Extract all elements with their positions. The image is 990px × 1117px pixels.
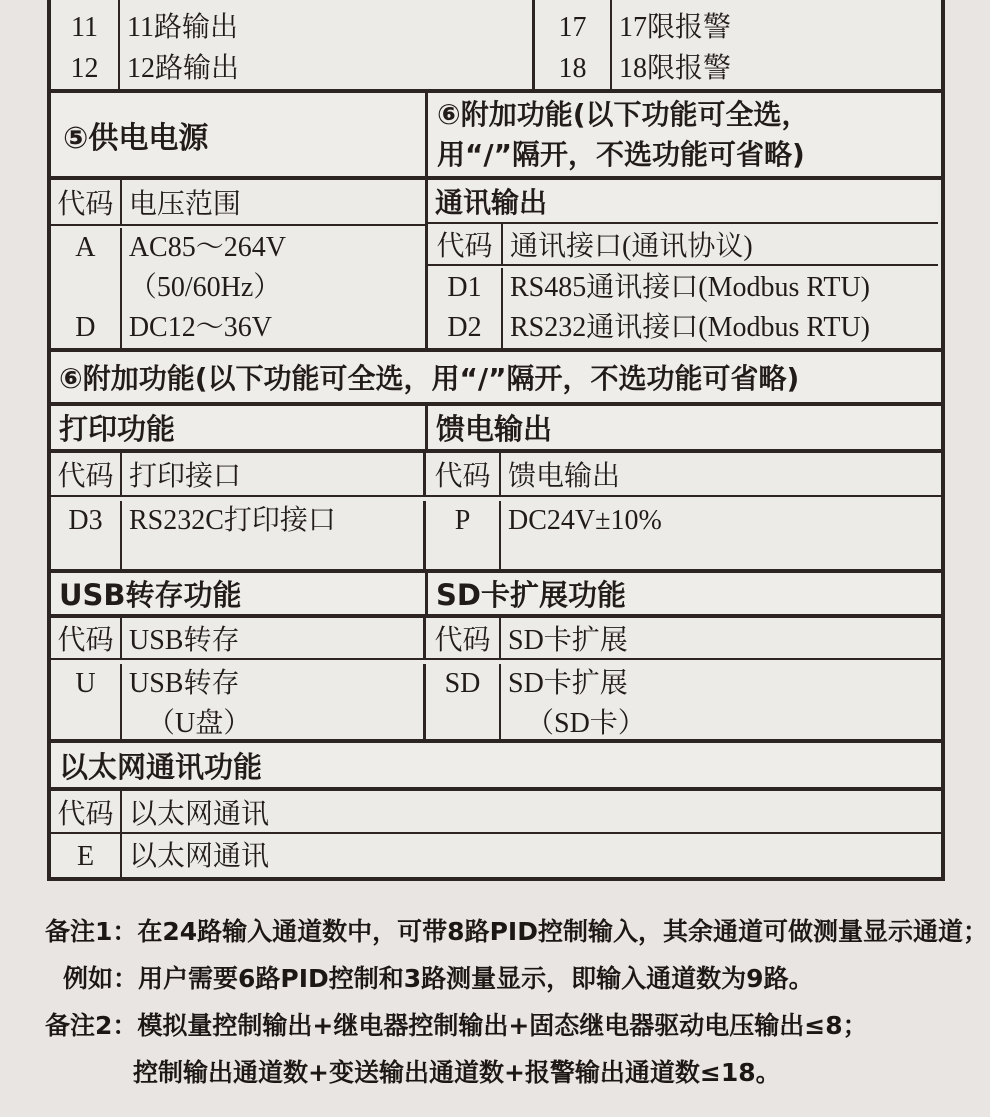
sd-col-header: SD卡扩展 xyxy=(508,625,628,656)
comm-code-header: 代码 xyxy=(428,224,503,264)
feed-title: 馈电输出 xyxy=(436,412,553,446)
ethernet-desc: 以太网通讯 xyxy=(129,841,270,872)
sd-code: SD xyxy=(444,668,481,699)
ethernet-title: 以太网通讯功能 xyxy=(59,749,263,784)
ethernet-desc-cell xyxy=(122,834,939,880)
addon-title-line2: 用“/”隔开，不选功能可省略) xyxy=(437,137,805,171)
print-and-feed-tables xyxy=(51,406,941,573)
power-table xyxy=(51,180,428,348)
comm-code: D2 xyxy=(447,312,482,343)
comm-desc-cells xyxy=(503,268,936,348)
addon-title-line1: ⑥附加功能(以下功能可全选， xyxy=(437,97,810,131)
ethernet-col-header: 以太网通讯 xyxy=(129,798,270,830)
output-code: 12 xyxy=(70,53,99,84)
comm-code: D1 xyxy=(447,272,482,303)
power-code-header: 代码 xyxy=(51,180,122,224)
power-code-cells xyxy=(51,228,122,348)
print-title: 打印功能 xyxy=(51,406,428,449)
usb-code-cell xyxy=(51,664,122,744)
addon-row-text: ⑥附加功能(以下功能可全选，用“/”隔开，不选功能可省略) xyxy=(59,362,800,395)
usb-code-header: 代码 xyxy=(51,618,122,658)
output-alarm-table-fragment xyxy=(51,0,941,93)
print-col-header: 打印接口 xyxy=(122,453,426,495)
remark-1-example: 例如：用户需要6路PID控制和3路测量显示，即输入通道数为9路。 xyxy=(63,964,814,993)
output-desc: 12路输出 xyxy=(127,53,240,84)
usb-desc-cell xyxy=(122,664,426,744)
alarm-desc: 17限报警 xyxy=(619,12,732,43)
sd-code-cell xyxy=(426,664,501,744)
alarm-desc-column xyxy=(612,0,934,89)
print-code: D3 xyxy=(68,505,103,536)
comm-desc: RS485通讯接口(Modbus RTU) xyxy=(510,272,871,303)
comm-intf-header: 通讯接口(通讯协议) xyxy=(510,231,753,262)
power-code: A xyxy=(75,232,96,263)
power-range: AC85～264V xyxy=(128,232,286,263)
usb-col-header: USB转存 xyxy=(122,618,426,658)
section-headers xyxy=(51,93,941,180)
power-range-cells xyxy=(122,228,425,348)
remark-1: 备注1：在24路输入通道数中，可带8路PID控制输入，其余通道可做测量显示通道； xyxy=(45,917,988,946)
print-code-cell xyxy=(51,501,122,569)
alarm-code: 17 xyxy=(558,12,587,43)
addon-function-section-title xyxy=(428,93,938,176)
print-code-header: 代码 xyxy=(51,453,122,495)
feed-desc: DC24V±10% xyxy=(508,505,662,536)
comm-code-cells xyxy=(428,268,503,348)
feed-code: P xyxy=(454,505,471,536)
power-code-spacer xyxy=(51,268,120,308)
ethernet-code-header: 代码 xyxy=(51,791,122,832)
feed-code-cell xyxy=(426,501,501,569)
print-desc-cell xyxy=(122,501,426,569)
alarm-code-column xyxy=(535,0,612,89)
alarm-desc: 18限报警 xyxy=(619,53,732,84)
sd-desc-line1: SD卡扩展 xyxy=(508,668,628,699)
ethernet-code: E xyxy=(76,841,95,872)
remarks xyxy=(45,908,988,1096)
ethernet-code-cell xyxy=(51,834,122,880)
comm-title: 通讯输出 xyxy=(435,186,548,219)
output-desc-column xyxy=(120,0,535,89)
power-range: （50/60Hz） xyxy=(128,272,282,303)
print-desc: RS232C打印接口 xyxy=(129,505,336,536)
model-selection-table xyxy=(47,0,945,881)
feed-desc-cell xyxy=(501,501,934,569)
remark-2: 备注2：模拟量控制输出+继电器控制输出+固态继电器驱动电压输出≤8； xyxy=(45,1011,868,1040)
output-desc: 11路输出 xyxy=(127,12,238,43)
usb-desc-line1: USB转存 xyxy=(129,668,240,699)
sd-desc-line2: （SD卡） xyxy=(526,708,646,739)
power-and-comm-tables xyxy=(51,180,941,352)
usb-title: USB转存功能 xyxy=(51,573,428,614)
output-code-column xyxy=(51,0,120,89)
comm-table xyxy=(428,180,938,348)
output-code: 11 xyxy=(71,12,98,43)
comm-desc: RS232通讯接口(Modbus RTU) xyxy=(510,312,871,343)
usb-code: U xyxy=(75,668,96,699)
sd-code-header: 代码 xyxy=(426,618,501,658)
ethernet-table xyxy=(51,743,941,880)
power-range-header: 电压范围 xyxy=(128,189,241,220)
sd-desc-cell xyxy=(501,664,934,744)
remark-2-line2: 控制输出通道数+变送输出通道数+报警输出通道数≤18。 xyxy=(133,1058,781,1087)
feed-col-header: 馈电输出 xyxy=(508,461,621,492)
power-range: DC12～36V xyxy=(128,312,272,343)
power-supply-section-title: ⑤供电电源 xyxy=(51,93,428,176)
addon-function-row xyxy=(51,352,941,406)
alarm-code: 18 xyxy=(558,53,587,84)
power-code: D xyxy=(75,312,96,343)
usb-and-sd-tables xyxy=(51,573,941,743)
usb-desc-line2: （U盘） xyxy=(147,708,252,739)
feed-code-header: 代码 xyxy=(426,453,501,495)
sd-title: SD卡扩展功能 xyxy=(436,578,626,612)
